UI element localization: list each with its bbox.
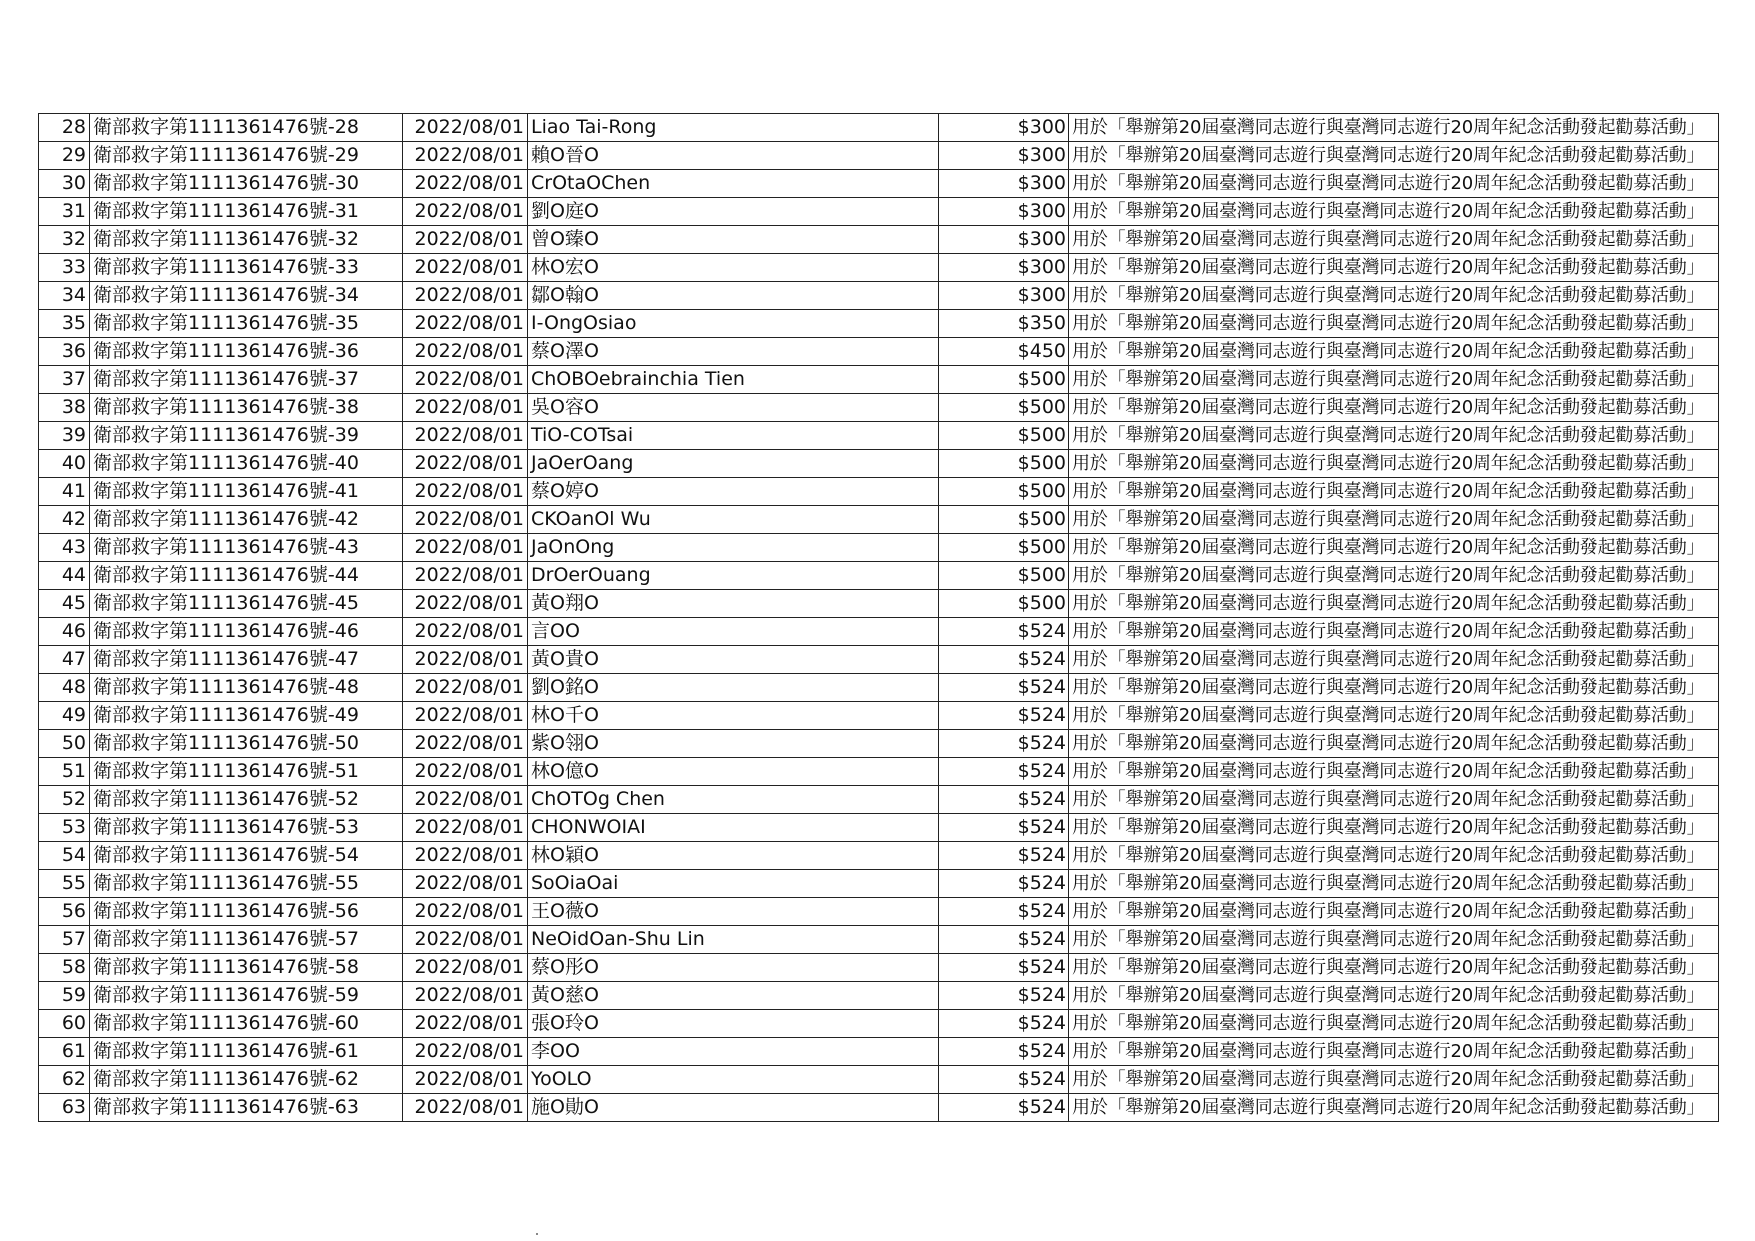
table-row	[39, 254, 1719, 282]
donation-date: 2022/08/01	[403, 954, 528, 982]
donation-amount: $524	[939, 814, 1069, 842]
donation-date: 2022/08/01	[403, 646, 528, 674]
permit-number: 衛部救字第1111361476號-57	[90, 926, 403, 954]
permit-number: 衛部救字第1111361476號-59	[90, 982, 403, 1010]
donation-purpose: 用於「舉辦第20屆臺灣同志遊行與臺灣同志遊行20周年紀念活動發起勸募活動」	[1069, 226, 1719, 254]
donor-name: 林O千O	[528, 702, 939, 730]
table-row	[39, 674, 1719, 702]
donation-amount: $524	[939, 618, 1069, 646]
table-row	[39, 198, 1719, 226]
donor-name: 林O億O	[528, 758, 939, 786]
donation-purpose: 用於「舉辦第20屆臺灣同志遊行與臺灣同志遊行20周年紀念活動發起勸募活動」	[1069, 254, 1719, 282]
donor-name: CHONWOIAI	[528, 814, 939, 842]
permit-number: 衛部救字第1111361476號-55	[90, 870, 403, 898]
row-number: 40	[39, 450, 90, 478]
donation-ledger-table	[38, 113, 1719, 1122]
donation-date: 2022/08/01	[403, 310, 528, 338]
donation-purpose: 用於「舉辦第20屆臺灣同志遊行與臺灣同志遊行20周年紀念活動發起勸募活動」	[1069, 926, 1719, 954]
row-number: 48	[39, 674, 90, 702]
donation-purpose: 用於「舉辦第20屆臺灣同志遊行與臺灣同志遊行20周年紀念活動發起勸募活動」	[1069, 310, 1719, 338]
donor-name: 蔡O澤O	[528, 338, 939, 366]
permit-number: 衛部救字第1111361476號-60	[90, 1010, 403, 1038]
donor-name: CKOanOl Wu	[528, 506, 939, 534]
row-number: 29	[39, 142, 90, 170]
permit-number: 衛部救字第1111361476號-39	[90, 422, 403, 450]
permit-number: 衛部救字第1111361476號-58	[90, 954, 403, 982]
donation-purpose: 用於「舉辦第20屆臺灣同志遊行與臺灣同志遊行20周年紀念活動發起勸募活動」	[1069, 338, 1719, 366]
donation-date: 2022/08/01	[403, 674, 528, 702]
row-number: 58	[39, 954, 90, 982]
donor-name: 劉O銘O	[528, 674, 939, 702]
row-number: 39	[39, 422, 90, 450]
donation-purpose: 用於「舉辦第20屆臺灣同志遊行與臺灣同志遊行20周年紀念活動發起勸募活動」	[1069, 870, 1719, 898]
permit-number: 衛部救字第1111361476號-44	[90, 562, 403, 590]
donor-name: 黃O慈O	[528, 982, 939, 1010]
donation-purpose: 用於「舉辦第20屆臺灣同志遊行與臺灣同志遊行20周年紀念活動發起勸募活動」	[1069, 674, 1719, 702]
donation-date: 2022/08/01	[403, 618, 528, 646]
donation-purpose: 用於「舉辦第20屆臺灣同志遊行與臺灣同志遊行20周年紀念活動發起勸募活動」	[1069, 142, 1719, 170]
table-row	[39, 1094, 1719, 1122]
donor-name: 張O玲O	[528, 1010, 939, 1038]
donation-purpose: 用於「舉辦第20屆臺灣同志遊行與臺灣同志遊行20周年紀念活動發起勸募活動」	[1069, 198, 1719, 226]
donation-purpose: 用於「舉辦第20屆臺灣同志遊行與臺灣同志遊行20周年紀念活動發起勸募活動」	[1069, 786, 1719, 814]
donation-purpose: 用於「舉辦第20屆臺灣同志遊行與臺灣同志遊行20周年紀念活動發起勸募活動」	[1069, 450, 1719, 478]
donor-name: SoOiaOai	[528, 870, 939, 898]
donation-date: 2022/08/01	[403, 758, 528, 786]
donor-name: 林O穎O	[528, 842, 939, 870]
donation-amount: $524	[939, 646, 1069, 674]
row-number: 54	[39, 842, 90, 870]
row-number: 44	[39, 562, 90, 590]
donor-name: 蔡O彤O	[528, 954, 939, 982]
table-row	[39, 1010, 1719, 1038]
row-number: 62	[39, 1066, 90, 1094]
donation-date: 2022/08/01	[403, 198, 528, 226]
donation-purpose: 用於「舉辦第20屆臺灣同志遊行與臺灣同志遊行20周年紀念活動發起勸募活動」	[1069, 506, 1719, 534]
permit-number: 衛部救字第1111361476號-46	[90, 618, 403, 646]
row-number: 34	[39, 282, 90, 310]
donation-purpose: 用於「舉辦第20屆臺灣同志遊行與臺灣同志遊行20周年紀念活動發起勸募活動」	[1069, 618, 1719, 646]
donation-purpose: 用於「舉辦第20屆臺灣同志遊行與臺灣同志遊行20周年紀念活動發起勸募活動」	[1069, 394, 1719, 422]
donor-name: 黃O翔O	[528, 590, 939, 618]
table-row	[39, 898, 1719, 926]
donation-amount: $524	[939, 1038, 1069, 1066]
permit-number: 衛部救字第1111361476號-36	[90, 338, 403, 366]
donation-date: 2022/08/01	[403, 170, 528, 198]
row-number: 38	[39, 394, 90, 422]
permit-number: 衛部救字第1111361476號-48	[90, 674, 403, 702]
table-row	[39, 394, 1719, 422]
permit-number: 衛部救字第1111361476號-49	[90, 702, 403, 730]
donation-date: 2022/08/01	[403, 534, 528, 562]
donor-name: 李OO	[528, 1038, 939, 1066]
donation-amount: $500	[939, 366, 1069, 394]
donation-amount: $524	[939, 730, 1069, 758]
donation-date: 2022/08/01	[403, 870, 528, 898]
donor-name: TiO-COTsai	[528, 422, 939, 450]
donation-amount: $300	[939, 254, 1069, 282]
donation-amount: $524	[939, 870, 1069, 898]
row-number: 41	[39, 478, 90, 506]
donation-purpose: 用於「舉辦第20屆臺灣同志遊行與臺灣同志遊行20周年紀念活動發起勸募活動」	[1069, 646, 1719, 674]
donation-amount: $524	[939, 758, 1069, 786]
donation-purpose: 用於「舉辦第20屆臺灣同志遊行與臺灣同志遊行20周年紀念活動發起勸募活動」	[1069, 730, 1719, 758]
donation-purpose: 用於「舉辦第20屆臺灣同志遊行與臺灣同志遊行20周年紀念活動發起勸募活動」	[1069, 1010, 1719, 1038]
permit-number: 衛部救字第1111361476號-40	[90, 450, 403, 478]
row-number: 61	[39, 1038, 90, 1066]
table-row	[39, 310, 1719, 338]
donation-purpose: 用於「舉辦第20屆臺灣同志遊行與臺灣同志遊行20周年紀念活動發起勸募活動」	[1069, 114, 1719, 142]
permit-number: 衛部救字第1111361476號-47	[90, 646, 403, 674]
row-number: 63	[39, 1094, 90, 1122]
donation-date: 2022/08/01	[403, 842, 528, 870]
donation-date: 2022/08/01	[403, 1094, 528, 1122]
donation-date: 2022/08/01	[403, 450, 528, 478]
donation-amount: $300	[939, 226, 1069, 254]
table-row	[39, 1038, 1719, 1066]
donation-amount: $524	[939, 898, 1069, 926]
table-row	[39, 450, 1719, 478]
row-number: 57	[39, 926, 90, 954]
row-number: 42	[39, 506, 90, 534]
row-number: 36	[39, 338, 90, 366]
donor-name: 王O薇O	[528, 898, 939, 926]
permit-number: 衛部救字第1111361476號-43	[90, 534, 403, 562]
donation-amount: $500	[939, 422, 1069, 450]
donation-purpose: 用於「舉辦第20屆臺灣同志遊行與臺灣同志遊行20周年紀念活動發起勸募活動」	[1069, 478, 1719, 506]
donation-date: 2022/08/01	[403, 562, 528, 590]
scan-speck	[536, 1233, 538, 1235]
donation-date: 2022/08/01	[403, 394, 528, 422]
donation-amount: $450	[939, 338, 1069, 366]
donation-purpose: 用於「舉辦第20屆臺灣同志遊行與臺灣同志遊行20周年紀念活動發起勸募活動」	[1069, 702, 1719, 730]
donation-amount: $524	[939, 926, 1069, 954]
donor-name: 曾O臻O	[528, 226, 939, 254]
table-row	[39, 1066, 1719, 1094]
donation-date: 2022/08/01	[403, 702, 528, 730]
donation-date: 2022/08/01	[403, 422, 528, 450]
row-number: 50	[39, 730, 90, 758]
donation-amount: $500	[939, 562, 1069, 590]
donation-date: 2022/08/01	[403, 926, 528, 954]
permit-number: 衛部救字第1111361476號-41	[90, 478, 403, 506]
donation-date: 2022/08/01	[403, 114, 528, 142]
donation-amount: $500	[939, 394, 1069, 422]
table-row	[39, 422, 1719, 450]
table-row	[39, 282, 1719, 310]
permit-number: 衛部救字第1111361476號-35	[90, 310, 403, 338]
donation-amount: $300	[939, 114, 1069, 142]
donation-purpose: 用於「舉辦第20屆臺灣同志遊行與臺灣同志遊行20周年紀念活動發起勸募活動」	[1069, 282, 1719, 310]
table-row	[39, 338, 1719, 366]
permit-number: 衛部救字第1111361476號-56	[90, 898, 403, 926]
donation-date: 2022/08/01	[403, 478, 528, 506]
table-row	[39, 786, 1719, 814]
donation-amount: $500	[939, 450, 1069, 478]
donation-amount: $500	[939, 478, 1069, 506]
donation-amount: $300	[939, 142, 1069, 170]
row-number: 60	[39, 1010, 90, 1038]
row-number: 37	[39, 366, 90, 394]
table-row	[39, 954, 1719, 982]
permit-number: 衛部救字第1111361476號-30	[90, 170, 403, 198]
donor-name: I-OngOsiao	[528, 310, 939, 338]
donation-amount: $524	[939, 954, 1069, 982]
donation-purpose: 用於「舉辦第20屆臺灣同志遊行與臺灣同志遊行20周年紀念活動發起勸募活動」	[1069, 758, 1719, 786]
permit-number: 衛部救字第1111361476號-53	[90, 814, 403, 842]
permit-number: 衛部救字第1111361476號-29	[90, 142, 403, 170]
permit-number: 衛部救字第1111361476號-28	[90, 114, 403, 142]
permit-number: 衛部救字第1111361476號-31	[90, 198, 403, 226]
donor-name: DrOerOuang	[528, 562, 939, 590]
donation-amount: $524	[939, 786, 1069, 814]
permit-number: 衛部救字第1111361476號-45	[90, 590, 403, 618]
row-number: 55	[39, 870, 90, 898]
donation-purpose: 用於「舉辦第20屆臺灣同志遊行與臺灣同志遊行20周年紀念活動發起勸募活動」	[1069, 562, 1719, 590]
table-row	[39, 590, 1719, 618]
table-row	[39, 814, 1719, 842]
permit-number: 衛部救字第1111361476號-52	[90, 786, 403, 814]
donation-amount: $524	[939, 842, 1069, 870]
donor-name: 紫O翎O	[528, 730, 939, 758]
donation-date: 2022/08/01	[403, 506, 528, 534]
donation-date: 2022/08/01	[403, 786, 528, 814]
permit-number: 衛部救字第1111361476號-33	[90, 254, 403, 282]
row-number: 52	[39, 786, 90, 814]
donation-purpose: 用於「舉辦第20屆臺灣同志遊行與臺灣同志遊行20周年紀念活動發起勸募活動」	[1069, 1094, 1719, 1122]
donation-purpose: 用於「舉辦第20屆臺灣同志遊行與臺灣同志遊行20周年紀念活動發起勸募活動」	[1069, 842, 1719, 870]
donation-date: 2022/08/01	[403, 1038, 528, 1066]
donation-date: 2022/08/01	[403, 254, 528, 282]
table-row	[39, 618, 1719, 646]
donation-purpose: 用於「舉辦第20屆臺灣同志遊行與臺灣同志遊行20周年紀念活動發起勸募活動」	[1069, 954, 1719, 982]
permit-number: 衛部救字第1111361476號-42	[90, 506, 403, 534]
permit-number: 衛部救字第1111361476號-51	[90, 758, 403, 786]
donor-name: 劉O庭O	[528, 198, 939, 226]
permit-number: 衛部救字第1111361476號-61	[90, 1038, 403, 1066]
ledger-body	[39, 114, 1719, 1122]
permit-number: 衛部救字第1111361476號-63	[90, 1094, 403, 1122]
table-row	[39, 142, 1719, 170]
donation-amount: $524	[939, 1010, 1069, 1038]
donation-amount: $300	[939, 170, 1069, 198]
donor-name: JaOnOng	[528, 534, 939, 562]
row-number: 35	[39, 310, 90, 338]
donation-date: 2022/08/01	[403, 982, 528, 1010]
donor-name: 鄒O翰O	[528, 282, 939, 310]
donor-name: 吳O容O	[528, 394, 939, 422]
table-row	[39, 506, 1719, 534]
row-number: 30	[39, 170, 90, 198]
table-row	[39, 870, 1719, 898]
donation-amount: $524	[939, 702, 1069, 730]
donation-date: 2022/08/01	[403, 898, 528, 926]
row-number: 46	[39, 618, 90, 646]
permit-number: 衛部救字第1111361476號-37	[90, 366, 403, 394]
donor-name: JaOerOang	[528, 450, 939, 478]
donation-amount: $500	[939, 590, 1069, 618]
donation-date: 2022/08/01	[403, 366, 528, 394]
donor-name: CrOtaOChen	[528, 170, 939, 198]
donor-name: ChOBOebrainchia Tien	[528, 366, 939, 394]
donation-purpose: 用於「舉辦第20屆臺灣同志遊行與臺灣同志遊行20周年紀念活動發起勸募活動」	[1069, 590, 1719, 618]
row-number: 53	[39, 814, 90, 842]
donation-amount: $524	[939, 1094, 1069, 1122]
donation-date: 2022/08/01	[403, 142, 528, 170]
donation-purpose: 用於「舉辦第20屆臺灣同志遊行與臺灣同志遊行20周年紀念活動發起勸募活動」	[1069, 1066, 1719, 1094]
permit-number: 衛部救字第1111361476號-50	[90, 730, 403, 758]
permit-number: 衛部救字第1111361476號-38	[90, 394, 403, 422]
permit-number: 衛部救字第1111361476號-34	[90, 282, 403, 310]
table-row	[39, 926, 1719, 954]
donation-date: 2022/08/01	[403, 590, 528, 618]
donation-amount: $350	[939, 310, 1069, 338]
donor-name: 言OO	[528, 618, 939, 646]
table-row	[39, 702, 1719, 730]
table-row	[39, 114, 1719, 142]
donor-name: Liao Tai-Rong	[528, 114, 939, 142]
donor-name: 蔡O婷O	[528, 478, 939, 506]
donation-amount: $300	[939, 198, 1069, 226]
table-row	[39, 758, 1719, 786]
donation-purpose: 用於「舉辦第20屆臺灣同志遊行與臺灣同志遊行20周年紀念活動發起勸募活動」	[1069, 898, 1719, 926]
donor-name: 林O宏O	[528, 254, 939, 282]
donation-amount: $524	[939, 1066, 1069, 1094]
table-row	[39, 562, 1719, 590]
donation-date: 2022/08/01	[403, 814, 528, 842]
row-number: 56	[39, 898, 90, 926]
donor-name: 黃O貴O	[528, 646, 939, 674]
row-number: 45	[39, 590, 90, 618]
donation-purpose: 用於「舉辦第20屆臺灣同志遊行與臺灣同志遊行20周年紀念活動發起勸募活動」	[1069, 366, 1719, 394]
table-row	[39, 366, 1719, 394]
table-row	[39, 730, 1719, 758]
donation-amount: $300	[939, 282, 1069, 310]
donation-purpose: 用於「舉辦第20屆臺灣同志遊行與臺灣同志遊行20周年紀念活動發起勸募活動」	[1069, 534, 1719, 562]
donation-date: 2022/08/01	[403, 1010, 528, 1038]
donation-date: 2022/08/01	[403, 338, 528, 366]
donation-date: 2022/08/01	[403, 730, 528, 758]
row-number: 51	[39, 758, 90, 786]
donor-name: NeOidOan-Shu Lin	[528, 926, 939, 954]
donation-purpose: 用於「舉辦第20屆臺灣同志遊行與臺灣同志遊行20周年紀念活動發起勸募活動」	[1069, 982, 1719, 1010]
permit-number: 衛部救字第1111361476號-32	[90, 226, 403, 254]
table-row	[39, 646, 1719, 674]
table-row	[39, 982, 1719, 1010]
donation-date: 2022/08/01	[403, 1066, 528, 1094]
donation-amount: $524	[939, 674, 1069, 702]
permit-number: 衛部救字第1111361476號-62	[90, 1066, 403, 1094]
table-row	[39, 170, 1719, 198]
donation-date: 2022/08/01	[403, 226, 528, 254]
donation-amount: $500	[939, 506, 1069, 534]
donor-name: YoOLO	[528, 1066, 939, 1094]
donation-date: 2022/08/01	[403, 282, 528, 310]
row-number: 31	[39, 198, 90, 226]
row-number: 59	[39, 982, 90, 1010]
table-row	[39, 534, 1719, 562]
row-number: 28	[39, 114, 90, 142]
donation-amount: $524	[939, 982, 1069, 1010]
donation-purpose: 用於「舉辦第20屆臺灣同志遊行與臺灣同志遊行20周年紀念活動發起勸募活動」	[1069, 1038, 1719, 1066]
table-row	[39, 842, 1719, 870]
donor-name: ChOTOg Chen	[528, 786, 939, 814]
row-number: 43	[39, 534, 90, 562]
table-row	[39, 478, 1719, 506]
row-number: 47	[39, 646, 90, 674]
donor-name: 賴O晉O	[528, 142, 939, 170]
donation-amount: $500	[939, 534, 1069, 562]
row-number: 33	[39, 254, 90, 282]
row-number: 49	[39, 702, 90, 730]
donation-purpose: 用於「舉辦第20屆臺灣同志遊行與臺灣同志遊行20周年紀念活動發起勸募活動」	[1069, 814, 1719, 842]
row-number: 32	[39, 226, 90, 254]
donation-purpose: 用於「舉辦第20屆臺灣同志遊行與臺灣同志遊行20周年紀念活動發起勸募活動」	[1069, 422, 1719, 450]
donation-purpose: 用於「舉辦第20屆臺灣同志遊行與臺灣同志遊行20周年紀念活動發起勸募活動」	[1069, 170, 1719, 198]
donor-name: 施O勛O	[528, 1094, 939, 1122]
permit-number: 衛部救字第1111361476號-54	[90, 842, 403, 870]
table-row	[39, 226, 1719, 254]
